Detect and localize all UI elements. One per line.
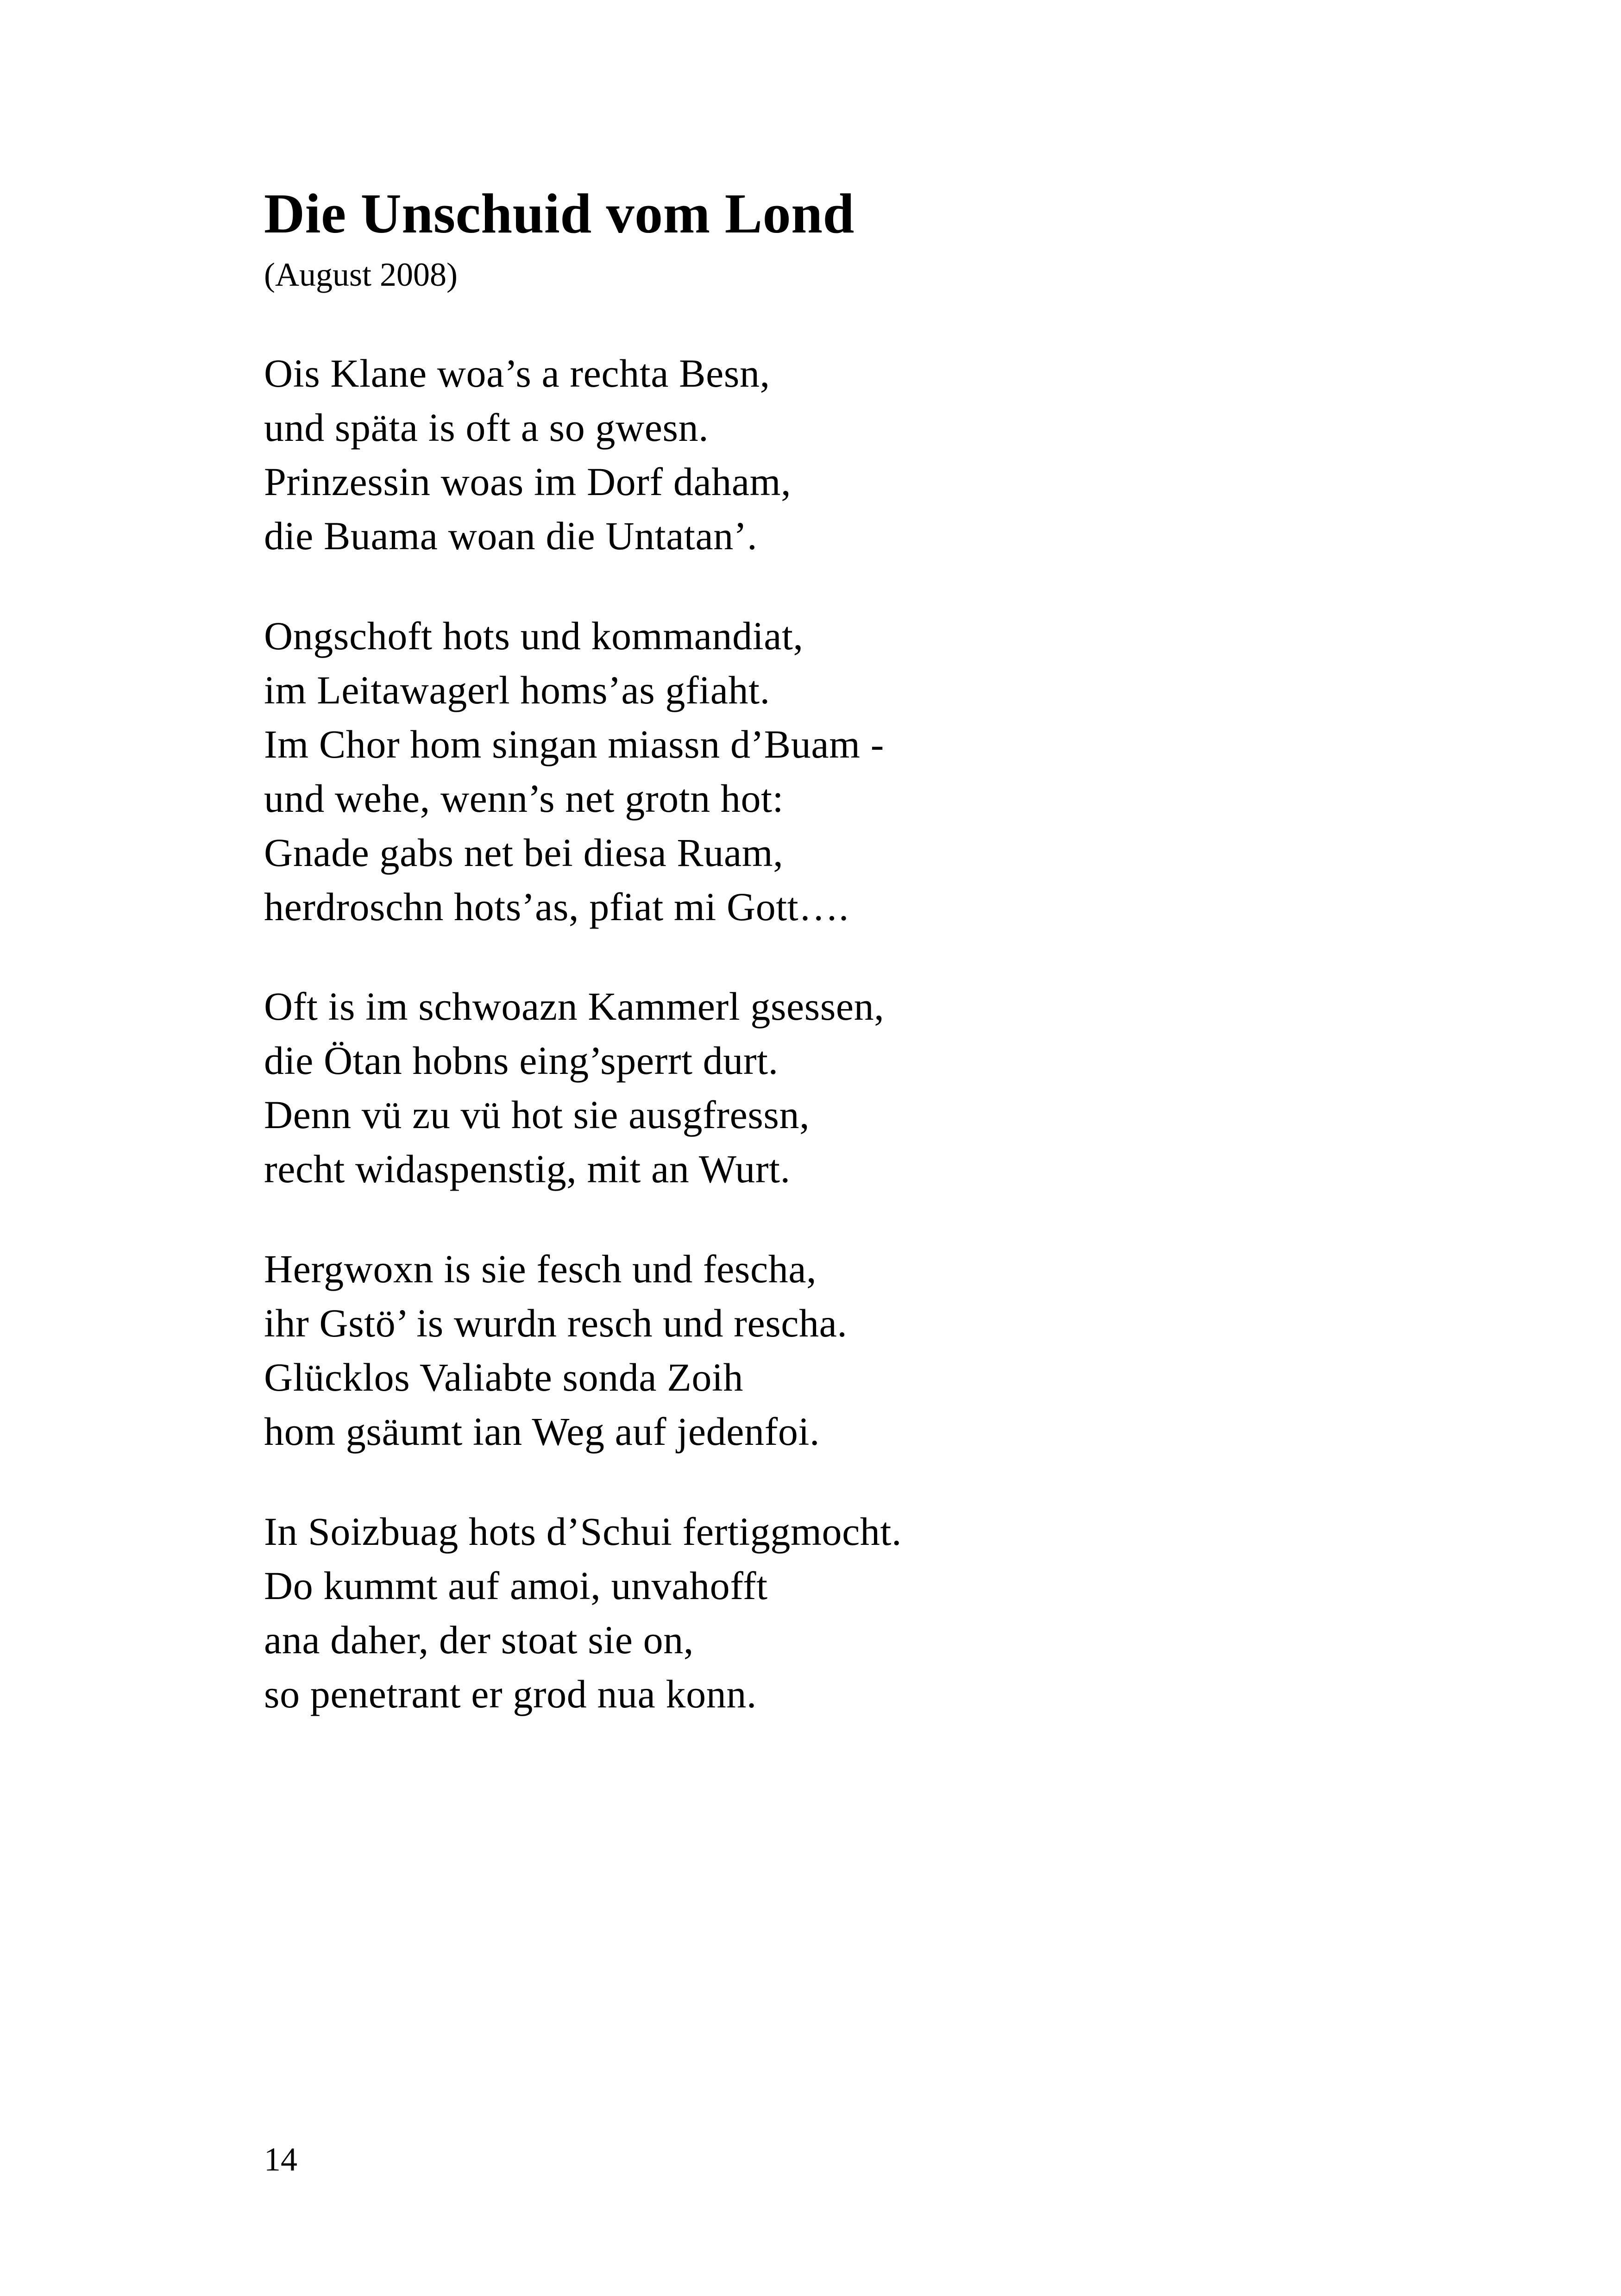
stanza-5 <box>264 1505 902 1721</box>
verse-line: die Ötan hobns eing’sperrt durt. <box>264 1038 779 1083</box>
verse-line: Ois Klane woa’s a rechta Besn, <box>264 351 770 395</box>
verse-line: Oft is im schwoazn Kammerl gsessen, <box>264 984 885 1029</box>
verse-line: so penetrant er grod nua konn. <box>264 1672 757 1716</box>
verse-line: und späta is oft a so gwesn. <box>264 405 709 450</box>
verse-line: im Leitawagerl homs’as gfiaht. <box>264 668 770 712</box>
poem-title: Die Unschuid vom Lond <box>264 182 854 245</box>
stanza-2 <box>264 609 884 934</box>
verse-line: Prinzessin woas im Dorf daham, <box>264 459 792 504</box>
verse-line: Im Chor hom singan miassn d’Buam - <box>264 722 884 766</box>
verse-line: Denn vü zu vü hot sie ausgfressn, <box>264 1092 810 1137</box>
verse-line: herdroschn hots’as, pfiat mi Gott…. <box>264 885 849 929</box>
verse-line: Ongschoft hots und kommandiat, <box>264 614 804 658</box>
verse-line: Gnade gabs net bei diesa Ruam, <box>264 830 784 875</box>
stanza-1 <box>264 346 791 563</box>
verse-line: Do kummt auf amoi, unvahofft <box>264 1563 768 1608</box>
verse-line: In Soizbuag hots d’Schui fertiggmocht. <box>264 1509 902 1554</box>
verse-line: die Buama woan die Untatan’. <box>264 514 758 558</box>
verse-line: recht widaspenstig, mit an Wurt. <box>264 1147 791 1191</box>
page-number: 14 <box>264 2141 297 2178</box>
verse-line: hom gsäumt ian Weg auf jedenfoi. <box>264 1409 820 1454</box>
verse-line: und wehe, wenn’s net grotn hot: <box>264 776 784 821</box>
poem-date: (August 2008) <box>264 256 458 293</box>
stanza-4 <box>264 1242 848 1459</box>
verse-line: Hergwoxn is sie fesch und fescha, <box>264 1247 817 1291</box>
stanza-3 <box>264 979 884 1196</box>
verse-line: ihr Gstö’ is wurdn resch und rescha. <box>264 1301 848 1345</box>
verse-line: Glücklos Valiabte sonda Zoih <box>264 1355 744 1399</box>
verse-line: ana daher, der stoat sie on, <box>264 1618 694 1662</box>
